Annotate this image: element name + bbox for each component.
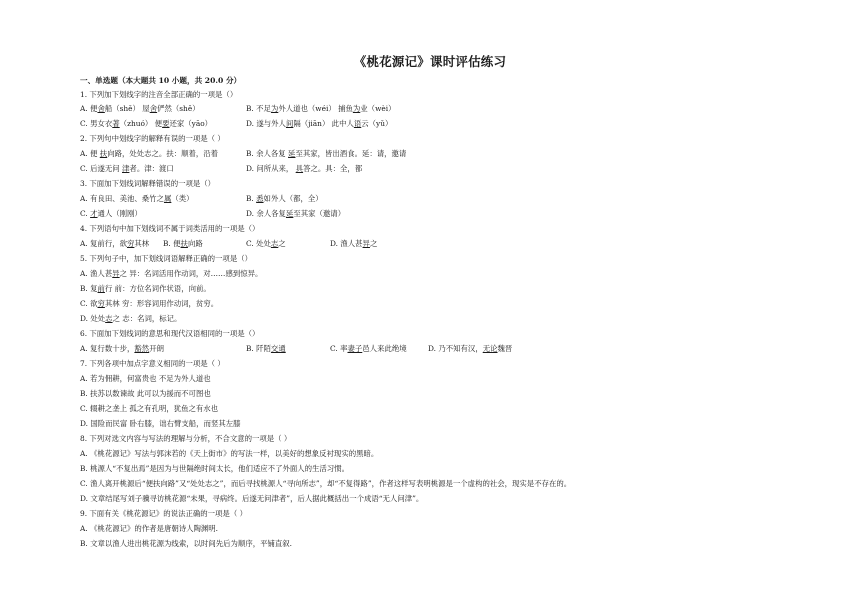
option-b: B. 不足为外人道也（wéi） 捕鱼为业（wèi） [246, 104, 396, 113]
question-stem: 2. 下列句中划线字的解释有误的一项是（ ） [80, 134, 225, 143]
option-d: D. 乃不知有汉，无论魏晋 [428, 344, 513, 353]
option-a: A. 《桃花源记》写法与郭沫若的《天上街市》的写法一样，以美好的想象反衬现实的黑暗。 [80, 449, 379, 458]
option-c: C. 渔人离开桃源后“便扶向路”又“处处志之”，而后寻找桃源人“寻向所志”，却“不复得路”，作者这样写表明桃源是一个虚构的社会，现实是不存在的。 [80, 479, 572, 488]
option-c: C. 处处志之 [246, 239, 286, 248]
option-d: D. 问所从来， 具答之。具：全，都 [246, 164, 363, 173]
option-a: A. 《桃花源记》的作者是唐朝诗人陶渊明. [80, 524, 219, 533]
option-b: B. 悉如外人（都，全） [246, 194, 323, 203]
question-stem: 3. 下面加下划线词解释错误的一项是（） [80, 179, 216, 188]
option-c: C. 辍耕之垄上 孤之有孔明，犹鱼之有水也 [80, 404, 219, 413]
question-stem: 9. 下面有关《桃花源记》的说法正确的一项是（ ） [80, 509, 247, 518]
option-d: D. 国险而民富 卧右膝，诎右臂支船，而竖其左膝 [80, 419, 241, 428]
option-c: C. 率妻子邑人来此绝境 [330, 344, 407, 353]
option-d: D. 遂与外人间隔（jiān） 此中人语云（yǔ） [246, 119, 393, 128]
option-a: A. 有良田、美池、桑竹之属（类） [80, 194, 194, 203]
option-d: D. 渔人甚异之 [330, 239, 378, 248]
question-stem: 5. 下列句子中，加下划线词语解释正确的一项是（） [80, 254, 252, 263]
option-b: B. 余人各复 延至其家，皆出酒食。延：请，邀请 [246, 149, 407, 158]
option-d: D. 处处志之 志：名词，标记。 [80, 314, 182, 323]
option-a: A. 若为佣耕，何富贵也 不足为外人道也 [80, 374, 211, 383]
option-b: B. 复前行 前：方位名词作状语，向前。 [80, 284, 211, 293]
question-stem: 7. 下列各项中加点字意义相同的一项是（ ） [80, 359, 225, 368]
option-a: A. 复行数十步，豁然开朗 [80, 344, 164, 353]
option-d: D. 余人各复延至其家（邀请） [246, 209, 346, 218]
option-b: B. 扶苏以数谏故 此可以为援而不可图也 [80, 389, 211, 398]
option-a: A. 便 扶向路，处处志之。扶：顺着，沿着 [80, 149, 219, 158]
option-b: B. 便扶向路 [163, 239, 203, 248]
option-c: C. 才通人（刚刚） [80, 209, 142, 218]
option-c: C. 男女衣著（zhuó） 便要还家（yāo） [80, 119, 213, 128]
option-d: D. 文章结尾写刘子骥寻访桃花源“未果，寻病终。后遂无问津者”，后人据此概括出一个成语“无人问津”。 [80, 494, 424, 503]
option-a: A. 便舍船（shě） 屋舍俨然（shě） [80, 104, 200, 113]
option-b: B. 阡陌交通 [246, 344, 286, 353]
section-heading: 一、单选题（本大题共 10 小题，共 20.0 分） [80, 76, 242, 85]
option-c: C. 后遂无问 津者。津：渡口 [80, 164, 174, 173]
option-b: B. 文章以渔人进出桃花源为线索，以时间先后为顺序，平铺直叙. [80, 539, 293, 548]
option-a: A. 渔人甚异之 异：名词活用作动词，对……感到惊异。 [80, 269, 263, 278]
question-stem: 4. 下列语句中加下划线词不属于词类活用的一项是（） [80, 224, 260, 233]
question-stem: 6. 下面加下划线词的意思和现代汉语相同的一项是（） [80, 329, 260, 338]
page-title: 《桃花源记》课时评估练习 [353, 54, 507, 69]
option-b: B. 桃源人“不复出焉”是因为与世隔绝时间太长，他们适应不了外面人的生活习惯。 [80, 464, 349, 473]
question-stem: 8. 下列对选文内容与写法的理解与分析，不合文意的一项是（ ） [80, 434, 292, 443]
question-stem: 1. 下列加下划线字的注音全部正确的一项是（） [80, 90, 238, 99]
option-c: C. 欲穷其林 穷：形容词用作动词，贫穷。 [80, 299, 219, 308]
option-a: A. 复前行，欲穷其林 [80, 239, 150, 248]
